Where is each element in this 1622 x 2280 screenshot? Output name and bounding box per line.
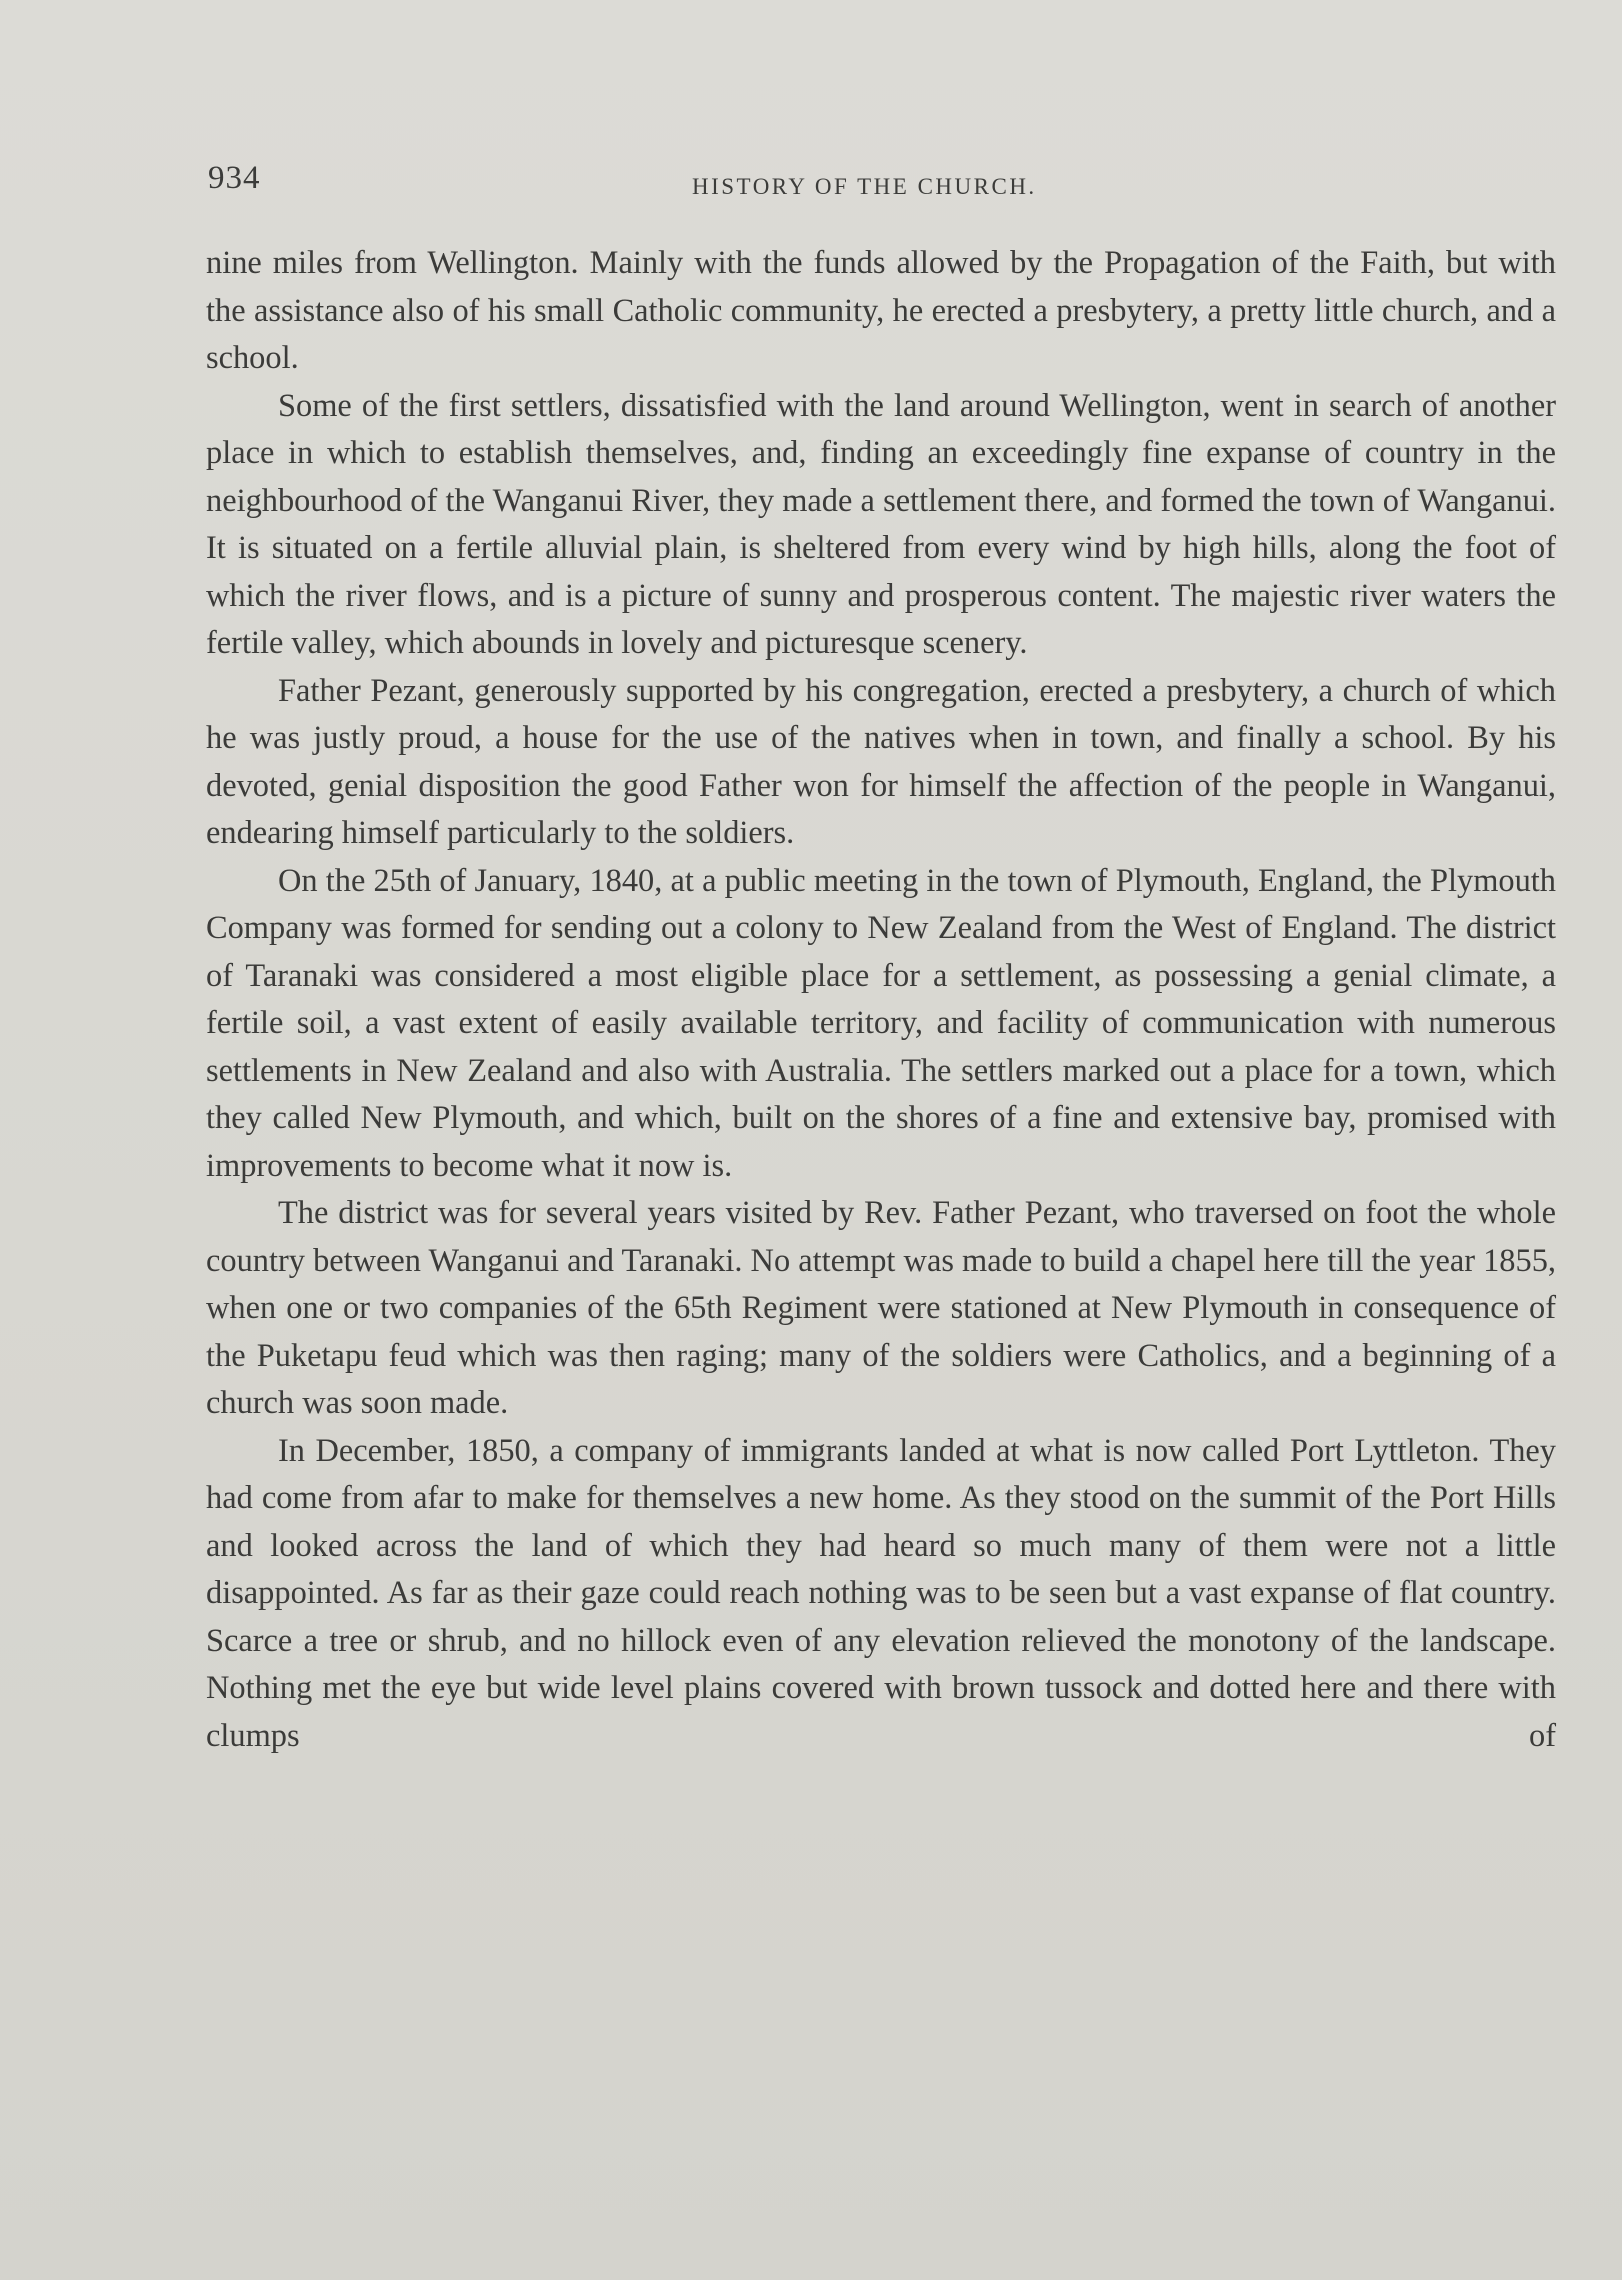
- running-title: HISTORY OF THE CHURCH.: [692, 174, 1037, 199]
- paragraph-plymouth-company: On the 25th of January, 1840, at a public meeting in the town of Plymouth, England, the Plymouth Company was formed for sending out a colony to New Zealand from the West of England. The district of Taranaki was considered a most eligible place for a settlement, as possessing a genial climate, a fertile soil, a vast extent of easily available territory, and facility of communication with numerous settlements in New Zealand and also with Australia. The settlers marked out a place for a town, which they called New Plymouth, and which, built on the shores of a fine and extensive bay, promised with improvements to become what it now is.: [206, 862, 1556, 1184]
- paragraph-port-lyttleton: In December, 1850, a company of immigrants landed at what is now called Port Lyttleton. They had come from afar to make for themselves a new home. As they stood on the summit of the Port Hills and looked across the land of which they had heard so much many of them were not a little disappointed. As far as their gaze could reach nothing was to be seen but a vast expanse of flat country. Scarce a tree or shrub, and no hillock even of any elevation relieved the monotony of the landscape. Nothing met the eye but wide level plains covered with brown tussock and dotted here and there with clumps of: [206, 1432, 1556, 1754]
- paragraph-father-pezant: Father Pezant, generously supported by his congregation, erected a presbytery, a church of which he was justly proud, a house for the use of the natives when in town, and finally a school. By his devoted, genial disposition the good Father won for himself the affection of the people in Wanganui, endearing himself particularly to the soldiers.: [206, 672, 1556, 851]
- paragraph-continuation: nine miles from Wellington. Mainly with the funds allowed by the Propagation of the Faith, but with the assistance also of his small Catholic community, he erected a presbytery, a pretty little church, and a school.: [206, 245, 1556, 376]
- running-head: [208, 160, 1558, 210]
- paragraph-taranaki-district: The district was for several years visited by Rev. Father Pezant, who traversed on foot the whole country between Wanganui and Taranaki. No attempt was made to build a chapel here till the year 1855, when one or two companies of the 65th Regiment were stationed at New Plymouth in consequence of the Puketapu feud which was then raging; many of the soldiers were Catholics, and a beginning of a church was soon made.: [206, 1195, 1556, 1421]
- paragraph-wanganui: Some of the first settlers, dissatisfied with the land around Wellington, went in search of another place in which to establish themselves, and, finding an exceedingly fine expanse of country in the neighbourhood of the Wanganui River, they made a settlement there, and formed the town of Wanganui. It is situated on a fertile alluvial plain, is sheltered from every wind by high hills, along the foot of which the river flows, and is a picture of sunny and prosperous content. The majestic river waters the fertile valley, which abounds in lovely and picturesque scenery.: [206, 387, 1556, 661]
- body-text: [206, 240, 1556, 1760]
- page-number: 934: [208, 160, 261, 196]
